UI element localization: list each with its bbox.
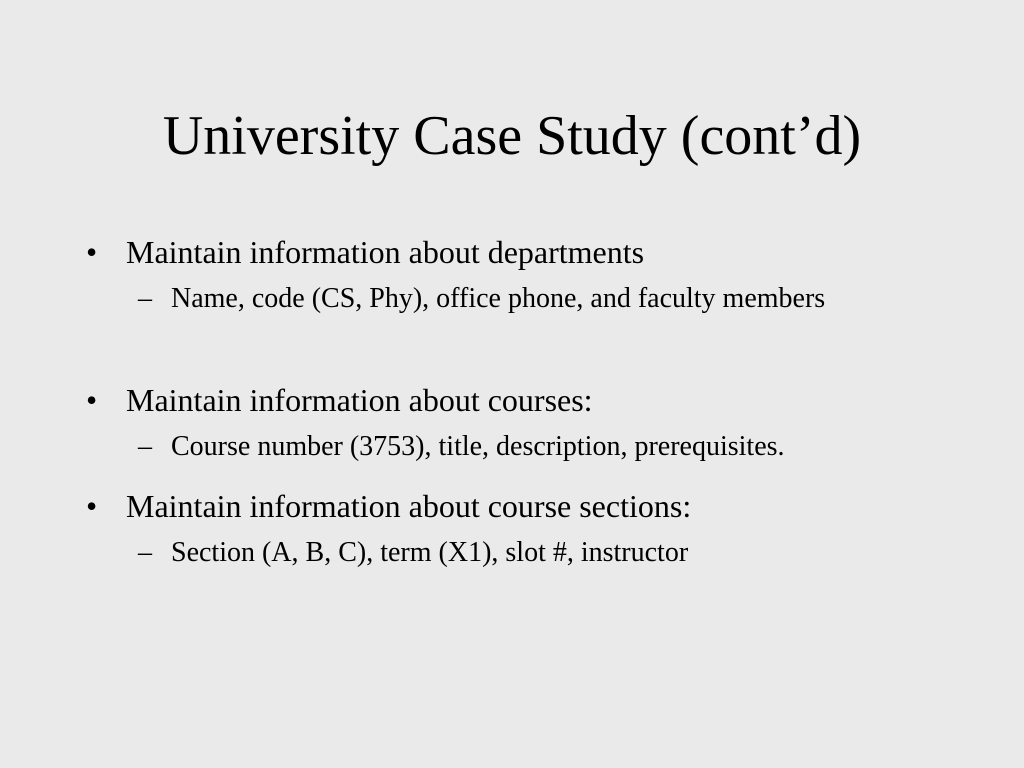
- bullet-text: Maintain information about courses:: [126, 382, 593, 418]
- bullet-item-courses: [86, 380, 966, 467]
- dash-icon: –: [138, 537, 152, 568]
- sub-bullet-item: [138, 278, 838, 319]
- dash-icon: –: [138, 431, 152, 462]
- dash-icon: –: [138, 283, 152, 314]
- sub-bullet-text: Section (A, B, C), term (X1), slot #, instructor: [171, 537, 689, 568]
- bullet-row: [86, 232, 966, 272]
- bullet-text: Maintain information about departments: [126, 234, 645, 270]
- sub-bullet-item: [138, 426, 938, 467]
- sub-bullet-text: Name, code (CS, Phy), office phone, and faculty members: [171, 283, 826, 314]
- bullet-icon: •: [86, 488, 98, 524]
- bullet-text: Maintain information about course sections:: [126, 488, 692, 524]
- bullet-row: [86, 380, 966, 420]
- bullet-row: [86, 486, 966, 526]
- bullet-icon: •: [86, 234, 98, 270]
- bullet-item-course-sections: [86, 486, 966, 573]
- bullet-icon: •: [86, 382, 98, 418]
- sub-bullet-item: [138, 532, 938, 573]
- bullet-item-departments: [86, 232, 966, 319]
- sub-bullet-text: Course number (3753), title, description, prerequisites.: [171, 431, 785, 462]
- slide-title: University Case Study (cont’d): [162, 105, 862, 167]
